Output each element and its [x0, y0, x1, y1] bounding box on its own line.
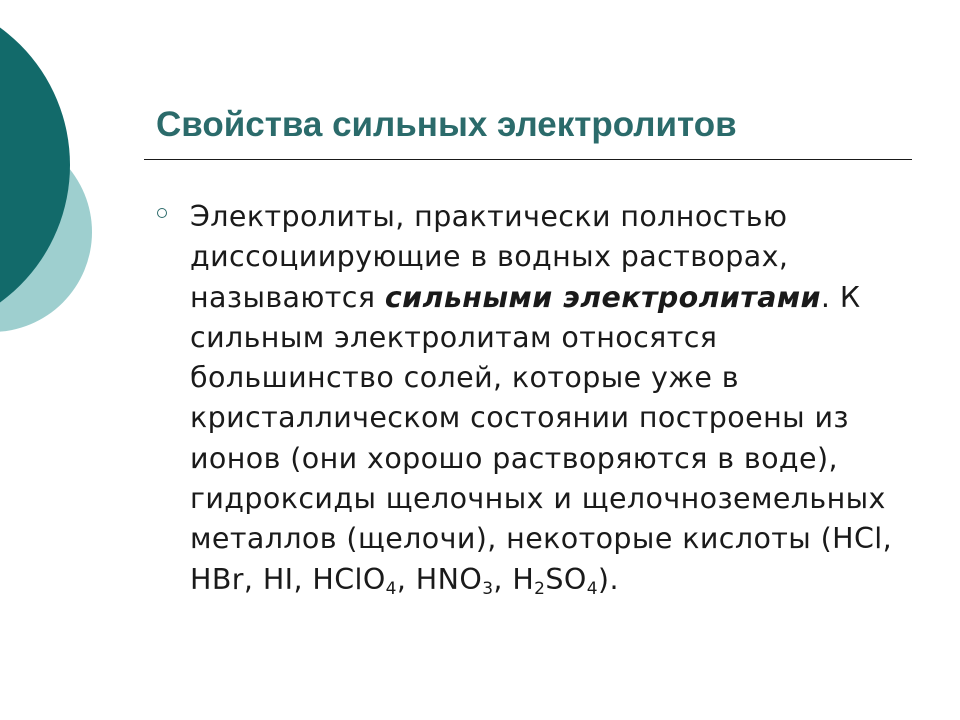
paragraph-text-part: , HNO: [396, 562, 483, 596]
subscript: 4: [586, 578, 598, 599]
light-teal-circle: [0, 132, 92, 332]
emphasized-term: сильными электролитами: [384, 280, 821, 314]
paragraph-text-part: SO: [545, 562, 587, 596]
paragraph-text-part: , H: [493, 562, 535, 596]
subscript: 4: [385, 578, 397, 599]
slide-title: Свойства сильных электролитов: [156, 105, 737, 144]
paragraph-text-part: ).: [597, 562, 619, 596]
paragraph-text-part: Электролиты, практически полностью диссоциирующие в водных растворах, называются: [190, 200, 789, 314]
dark-teal-circle: [0, 0, 70, 335]
subscript: 3: [482, 578, 494, 599]
bullet-paragraph: [190, 197, 930, 600]
title-divider: [144, 159, 912, 160]
subscript: 2: [534, 578, 546, 599]
hollow-circle-bullet-icon: [157, 208, 167, 218]
paragraph-text-part: . К сильным электролитам относятся большинство солей, которые уже в кристаллическом состоянии построены из ионов (они хорошо растворяются в воде), гидроксиды щелочных и щелочноземельных металлов (щелочи), некоторые кислоты (HCl, HBr, HI, HClO: [190, 280, 893, 596]
